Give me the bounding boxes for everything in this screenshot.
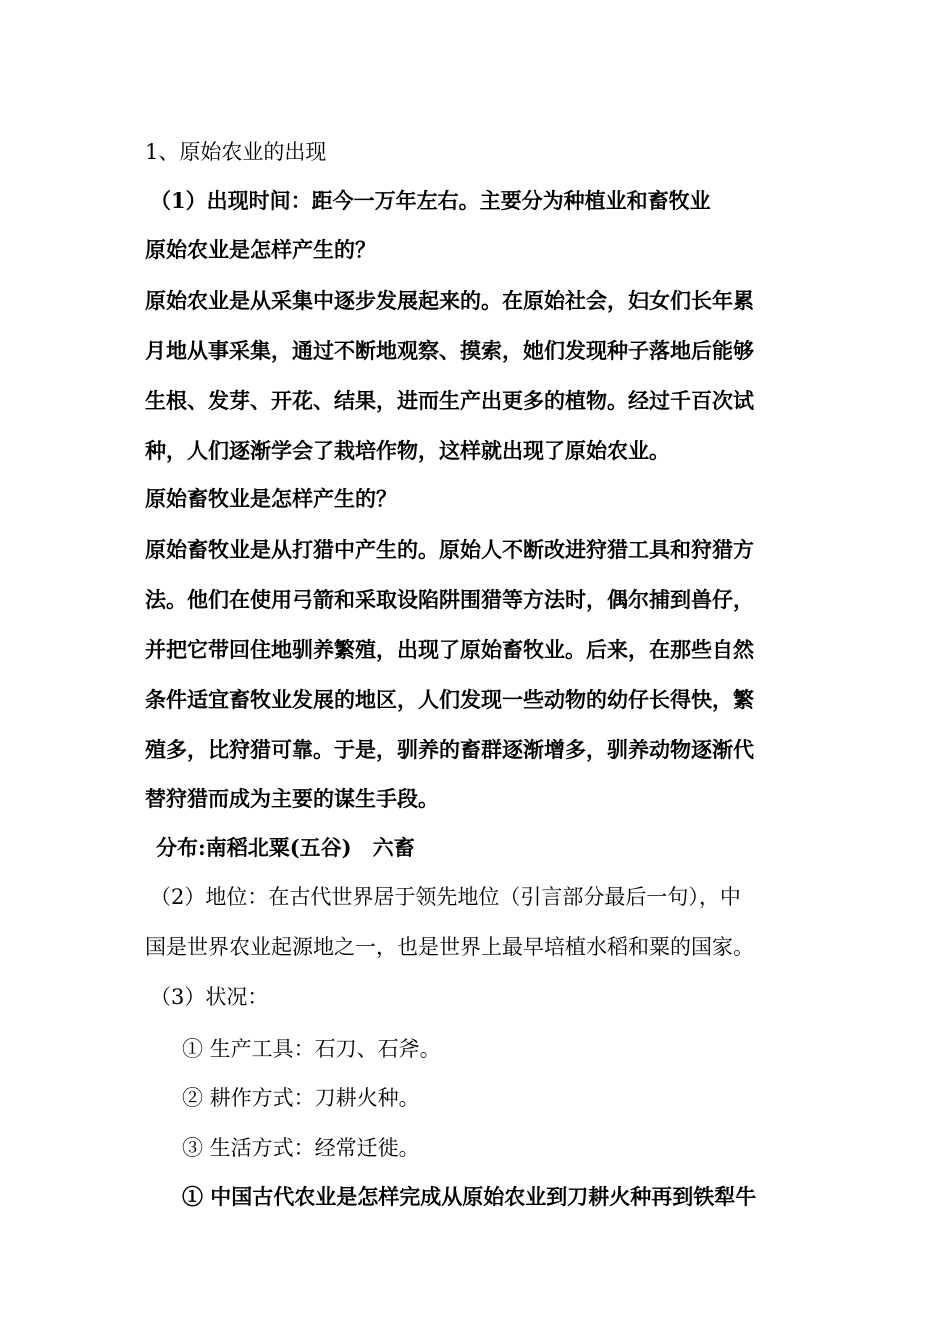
- paragraph-line: 并把它带回住地驯养繁殖，出现了原始畜牧业。后来，在那些自然: [145, 637, 754, 662]
- paragraph-line: 原始农业是从采集中逐步发展起来的。在原始社会，妇女们长年累: [145, 288, 754, 313]
- paragraph-line: （2）地位：在古代世界居于领先地位（引言部分最后一句），中: [150, 885, 741, 909]
- list-item: ② 耕作方式：刀耕火种。: [182, 1086, 420, 1110]
- paragraph-line: 国是世界农业起源地之一，也是世界上最早培植水稻和粟的国家。: [145, 935, 754, 959]
- list-item: ③ 生活方式：经常迁徙。: [182, 1136, 420, 1160]
- paragraph-line: 替狩猎而成为主要的谋生手段。: [145, 786, 439, 811]
- paragraph-line: 月地从事采集，通过不断地观察、摸索，她们发现种子落地后能够: [145, 338, 754, 363]
- paragraph-line: 种，人们逐渐学会了栽培作物，这样就出现了原始农业。: [145, 438, 670, 463]
- list-item: ① 生产工具：石刀、石斧。: [182, 1037, 441, 1061]
- question-line: ① 中国古代农业是怎样完成从原始农业到刀耕火种再到铁犁牛: [182, 1184, 757, 1209]
- distribution-line: 分布:南稻北粟(五谷) 六畜: [156, 835, 415, 860]
- question-line: 原始畜牧业是怎样产生的？: [145, 486, 397, 511]
- paragraph-line: 生根、发芽、开花、结果，进而生产出更多的植物。经过千百次试: [145, 388, 754, 413]
- subheading-line: （3）状况：: [150, 985, 269, 1009]
- section-heading: 1、原始农业的出现: [145, 140, 327, 164]
- paragraph-line: 条件适宜畜牧业发展的地区，人们发现一些动物的幼仔长得快，繁: [145, 687, 754, 712]
- question-line: 原始农业是怎样产生的？: [145, 237, 376, 262]
- paragraph-line: （1）出现时间：距今一万年左右。主要分为种植业和畜牧业: [150, 188, 711, 213]
- paragraph-line: 原始畜牧业是从打猎中产生的。原始人不断改进狩猎工具和狩猎方: [145, 537, 754, 562]
- paragraph-line: 殖多，比狩猎可靠。于是，驯养的畜群逐渐增多，驯养动物逐渐代: [145, 737, 754, 762]
- paragraph-line: 法。他们在使用弓箭和采取设陷阱围猎等方法时，偶尔捕到兽仔，: [145, 587, 754, 612]
